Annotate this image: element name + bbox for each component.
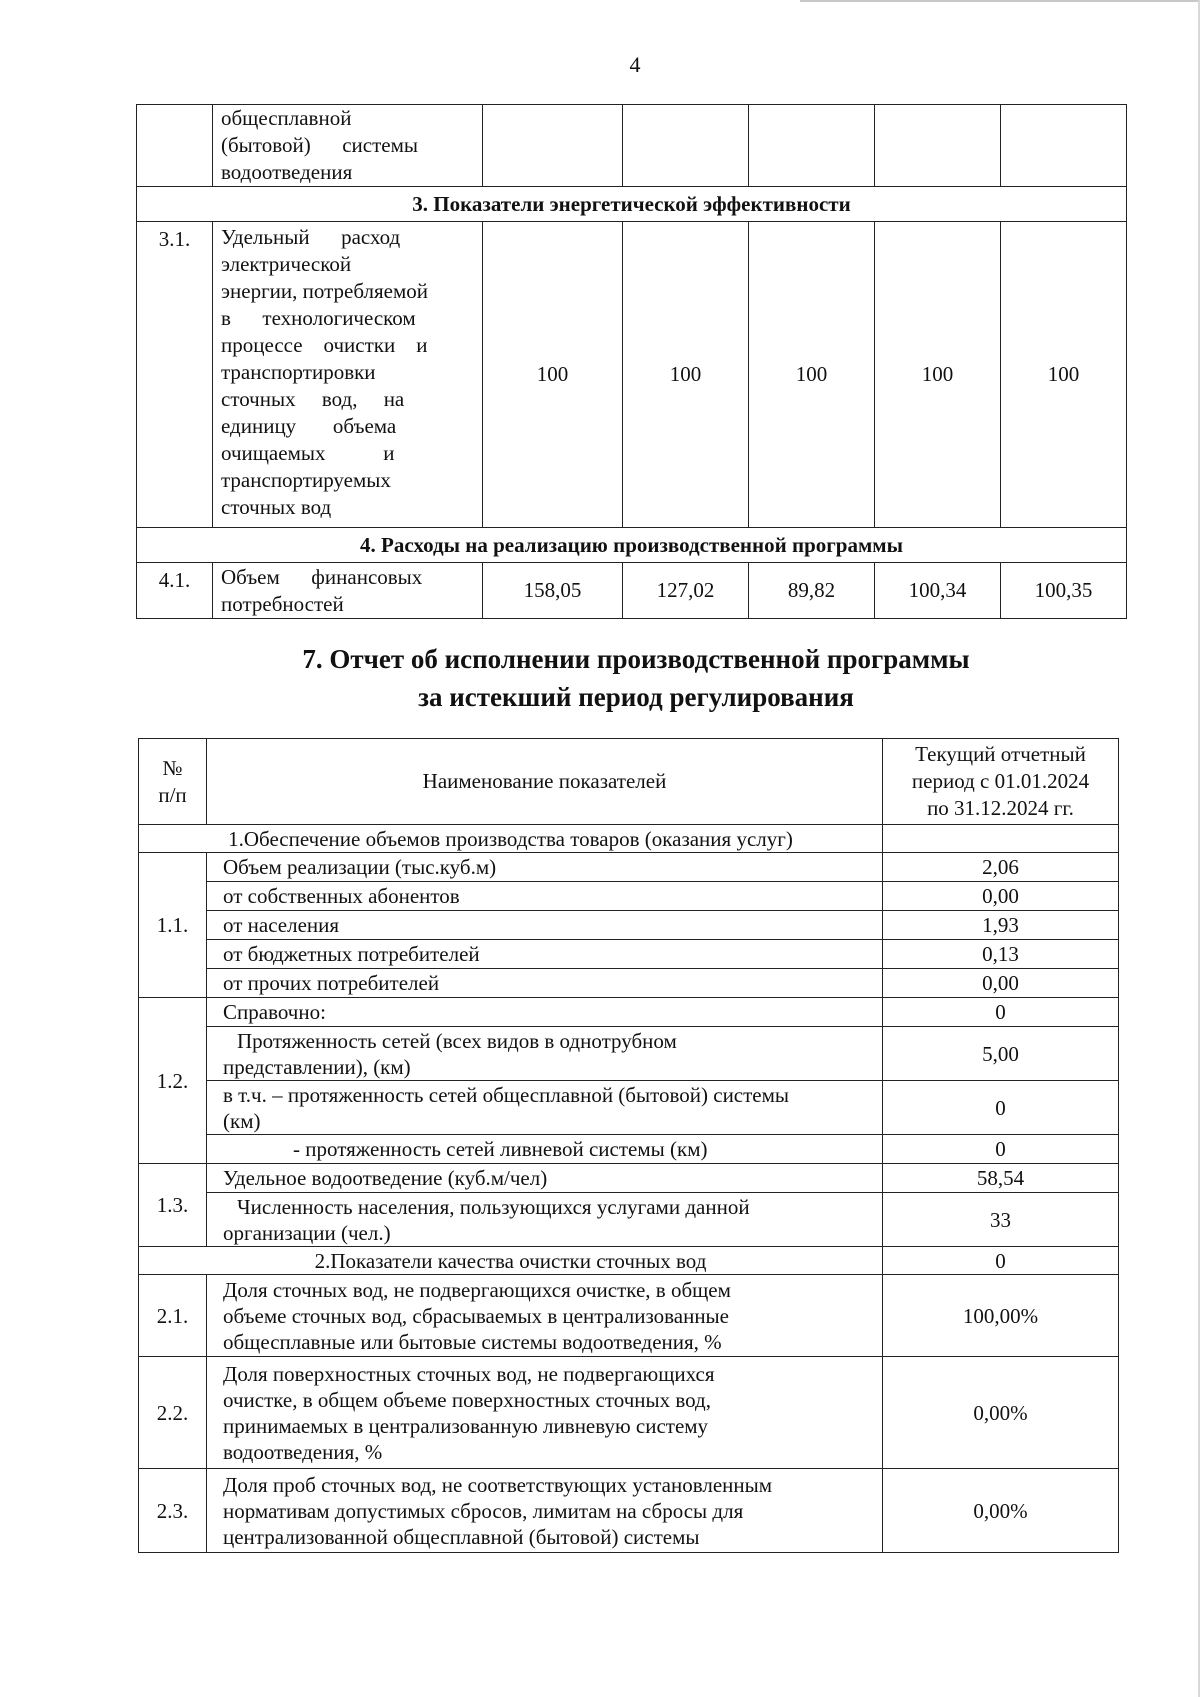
text-line: общесплавные или бытовые системы водоотведения, % <box>223 1329 722 1354</box>
table-row <box>139 1081 1119 1135</box>
indicator-name: от бюджетных потребителей <box>207 940 883 969</box>
row-number: 1.3. <box>139 1164 207 1247</box>
value-cell <box>749 105 875 187</box>
value-cell: 100 <box>749 222 875 528</box>
indicator-name-cell <box>213 563 483 619</box>
row-number: 2.2. <box>139 1357 207 1469</box>
value-cell: 0 <box>883 1135 1119 1164</box>
header-name: Наименование показателей <box>207 739 883 825</box>
header-text: Текущий отчетный <box>915 742 1086 766</box>
text-line: Доля поверхностных сточных вод, не подвергающихся <box>223 1361 715 1386</box>
group-heading: 1.Обеспечение объемов производства товаров (оказания услуг) <box>139 825 883 853</box>
indicator-name <box>207 1193 883 1247</box>
table-row <box>139 1164 1119 1193</box>
value-cell: 100,35 <box>1001 563 1127 619</box>
text-line: сточных вод <box>221 495 332 519</box>
value-cell: 100 <box>1001 222 1127 528</box>
table-row <box>139 998 1119 1027</box>
indicator-name <box>207 1275 883 1357</box>
section-heading-row <box>137 528 1127 563</box>
table-row <box>137 105 1127 187</box>
value-cell: 100 <box>483 222 623 528</box>
text-line: в технологическом <box>221 306 416 330</box>
value-cell: 0,13 <box>883 940 1119 969</box>
text-line: нормативам допустимых сбросов, лимитам на сбросы для <box>223 1498 744 1523</box>
value-cell: 0,00% <box>883 1357 1119 1469</box>
table-row <box>139 1357 1119 1469</box>
text-line: Доля проб сточных вод, не соответствующих установленным <box>223 1472 773 1497</box>
value-cell: 89,82 <box>749 563 875 619</box>
table-row <box>139 882 1119 911</box>
text-line: водоотведения, % <box>223 1439 383 1464</box>
indicator-name: от собственных абонентов <box>207 882 883 911</box>
text-line: электрической <box>221 252 352 276</box>
indicator-name: - протяженность сетей ливневой системы (км) <box>207 1135 883 1164</box>
header-text: по 31.12.2024 гг. <box>927 796 1074 820</box>
value-cell: 100 <box>875 222 1001 528</box>
text-line: централизованной общесплавной (бытовой) системы <box>223 1524 700 1549</box>
text-line: единицу объема <box>221 414 397 438</box>
indicator-name: Справочно: <box>207 998 883 1027</box>
text-line: Численность населения, пользующихся услугами данной <box>237 1194 750 1219</box>
value-cell <box>483 105 623 187</box>
value-cell: 0 <box>883 998 1119 1027</box>
text-line: организации (чел.) <box>223 1220 391 1245</box>
row-number: 2.3. <box>139 1469 207 1553</box>
section-heading: 3. Показатели энергетической эффективности <box>137 187 1127 222</box>
indicators-table <box>136 104 1127 619</box>
value-cell <box>875 105 1001 187</box>
value-cell <box>883 825 1119 853</box>
value-cell: 5,00 <box>883 1027 1119 1081</box>
indicator-name: от населения <box>207 911 883 940</box>
header-period <box>883 739 1119 825</box>
indicator-name-cell <box>213 105 483 187</box>
header-num <box>139 739 207 825</box>
value-cell: 100,00% <box>883 1275 1119 1357</box>
value-cell <box>623 105 749 187</box>
table-row <box>139 1193 1119 1247</box>
text-line: транспортировки <box>221 360 376 384</box>
header-text: № <box>162 755 183 780</box>
text-line: Протяженность сетей (всех видов в однотрубном <box>237 1028 677 1053</box>
indicator-name: Объем реализации (тыс.куб.м) <box>207 853 883 882</box>
table-row <box>139 911 1119 940</box>
text-line: объеме сточных вод, сбрасываемых в централизованные <box>223 1303 729 1328</box>
table-row <box>139 969 1119 998</box>
indicator-name-cell <box>213 222 483 528</box>
value-cell: 0,00 <box>883 969 1119 998</box>
value-cell: 100,34 <box>875 563 1001 619</box>
table-row <box>139 1027 1119 1081</box>
indicator-name: от прочих потребителей <box>207 969 883 998</box>
page-number: 4 <box>629 52 641 77</box>
row-number: 4.1. <box>137 563 213 619</box>
section-heading: 4. Расходы на реализацию производственной программы <box>137 528 1127 563</box>
text-line: общесплавной <box>221 106 352 130</box>
section-heading-row <box>137 187 1127 222</box>
value-cell: 0,00 <box>883 882 1119 911</box>
row-number: 2.1. <box>139 1275 207 1357</box>
text-line: сточных вод, на <box>221 387 405 411</box>
indicator-name: Удельное водоотведение (куб.м/чел) <box>207 1164 883 1193</box>
text-line: процессе очистки и <box>221 333 428 357</box>
text-line: Удельный расход <box>221 225 401 249</box>
value-cell: 58,54 <box>883 1164 1119 1193</box>
row-number: 3.1. <box>137 222 213 528</box>
table-row <box>139 1469 1119 1553</box>
table-row <box>137 222 1127 528</box>
indicator-name <box>207 1469 883 1553</box>
table-row <box>139 853 1119 882</box>
text-line: принимаемых в централизованную ливневую систему <box>223 1413 709 1438</box>
report-table <box>138 738 1119 1553</box>
text-line: водоотведения <box>221 160 353 184</box>
text-line: (км) <box>223 1108 261 1133</box>
value-cell: 127,02 <box>623 563 749 619</box>
table-row <box>139 1275 1119 1357</box>
group-heading: 2.Показатели качества очистки сточных вод <box>139 1247 883 1275</box>
section-title-line: 7. Отчет об исполнении производственной программы <box>302 644 970 674</box>
text-line: транспортируемых <box>221 468 391 492</box>
header-text: период с 01.01.2024 <box>911 769 1090 793</box>
text-line: представлении), (км) <box>223 1054 411 1079</box>
value-cell: 158,05 <box>483 563 623 619</box>
value-cell: 100 <box>623 222 749 528</box>
value-cell: 0 <box>883 1081 1119 1135</box>
value-cell: 33 <box>883 1193 1119 1247</box>
group-heading-row <box>139 1247 1119 1275</box>
row-number: 1.2. <box>139 998 207 1164</box>
section-title <box>136 640 1136 716</box>
text-line: в т.ч. – протяженность сетей общесплавной (бытовой) системы <box>223 1082 790 1107</box>
header-row <box>139 739 1119 825</box>
row-number: 1.1. <box>139 853 207 998</box>
value-cell: 0,00% <box>883 1469 1119 1553</box>
table-row <box>137 563 1127 619</box>
group-heading-row <box>139 825 1119 853</box>
section-title-line: за истекший период регулирования <box>418 682 854 712</box>
indicator-name <box>207 1357 883 1469</box>
value-cell: 0 <box>883 1247 1119 1275</box>
indicator-name <box>207 1027 883 1081</box>
header-text: п/п <box>158 782 187 807</box>
value-cell <box>1001 105 1127 187</box>
text-line: Объем финансовых <box>221 565 423 589</box>
text-line: очищаемых и <box>221 441 395 465</box>
table-row <box>139 940 1119 969</box>
value-cell: 1,93 <box>883 911 1119 940</box>
text-line: потребностей <box>221 592 344 616</box>
num-cell <box>137 105 213 187</box>
text-line: энергии, потребляемой <box>221 279 429 303</box>
text-line: (бытовой) системы <box>221 133 418 157</box>
scan-edge-top <box>800 0 1200 2</box>
text-line: Доля сточных вод, не подвергающихся очистке, в общем <box>223 1277 731 1302</box>
indicator-name <box>207 1081 883 1135</box>
text-line: очистке, в общем объеме поверхностных сточных вод, <box>223 1387 711 1412</box>
value-cell: 2,06 <box>883 853 1119 882</box>
table-row <box>139 1135 1119 1164</box>
